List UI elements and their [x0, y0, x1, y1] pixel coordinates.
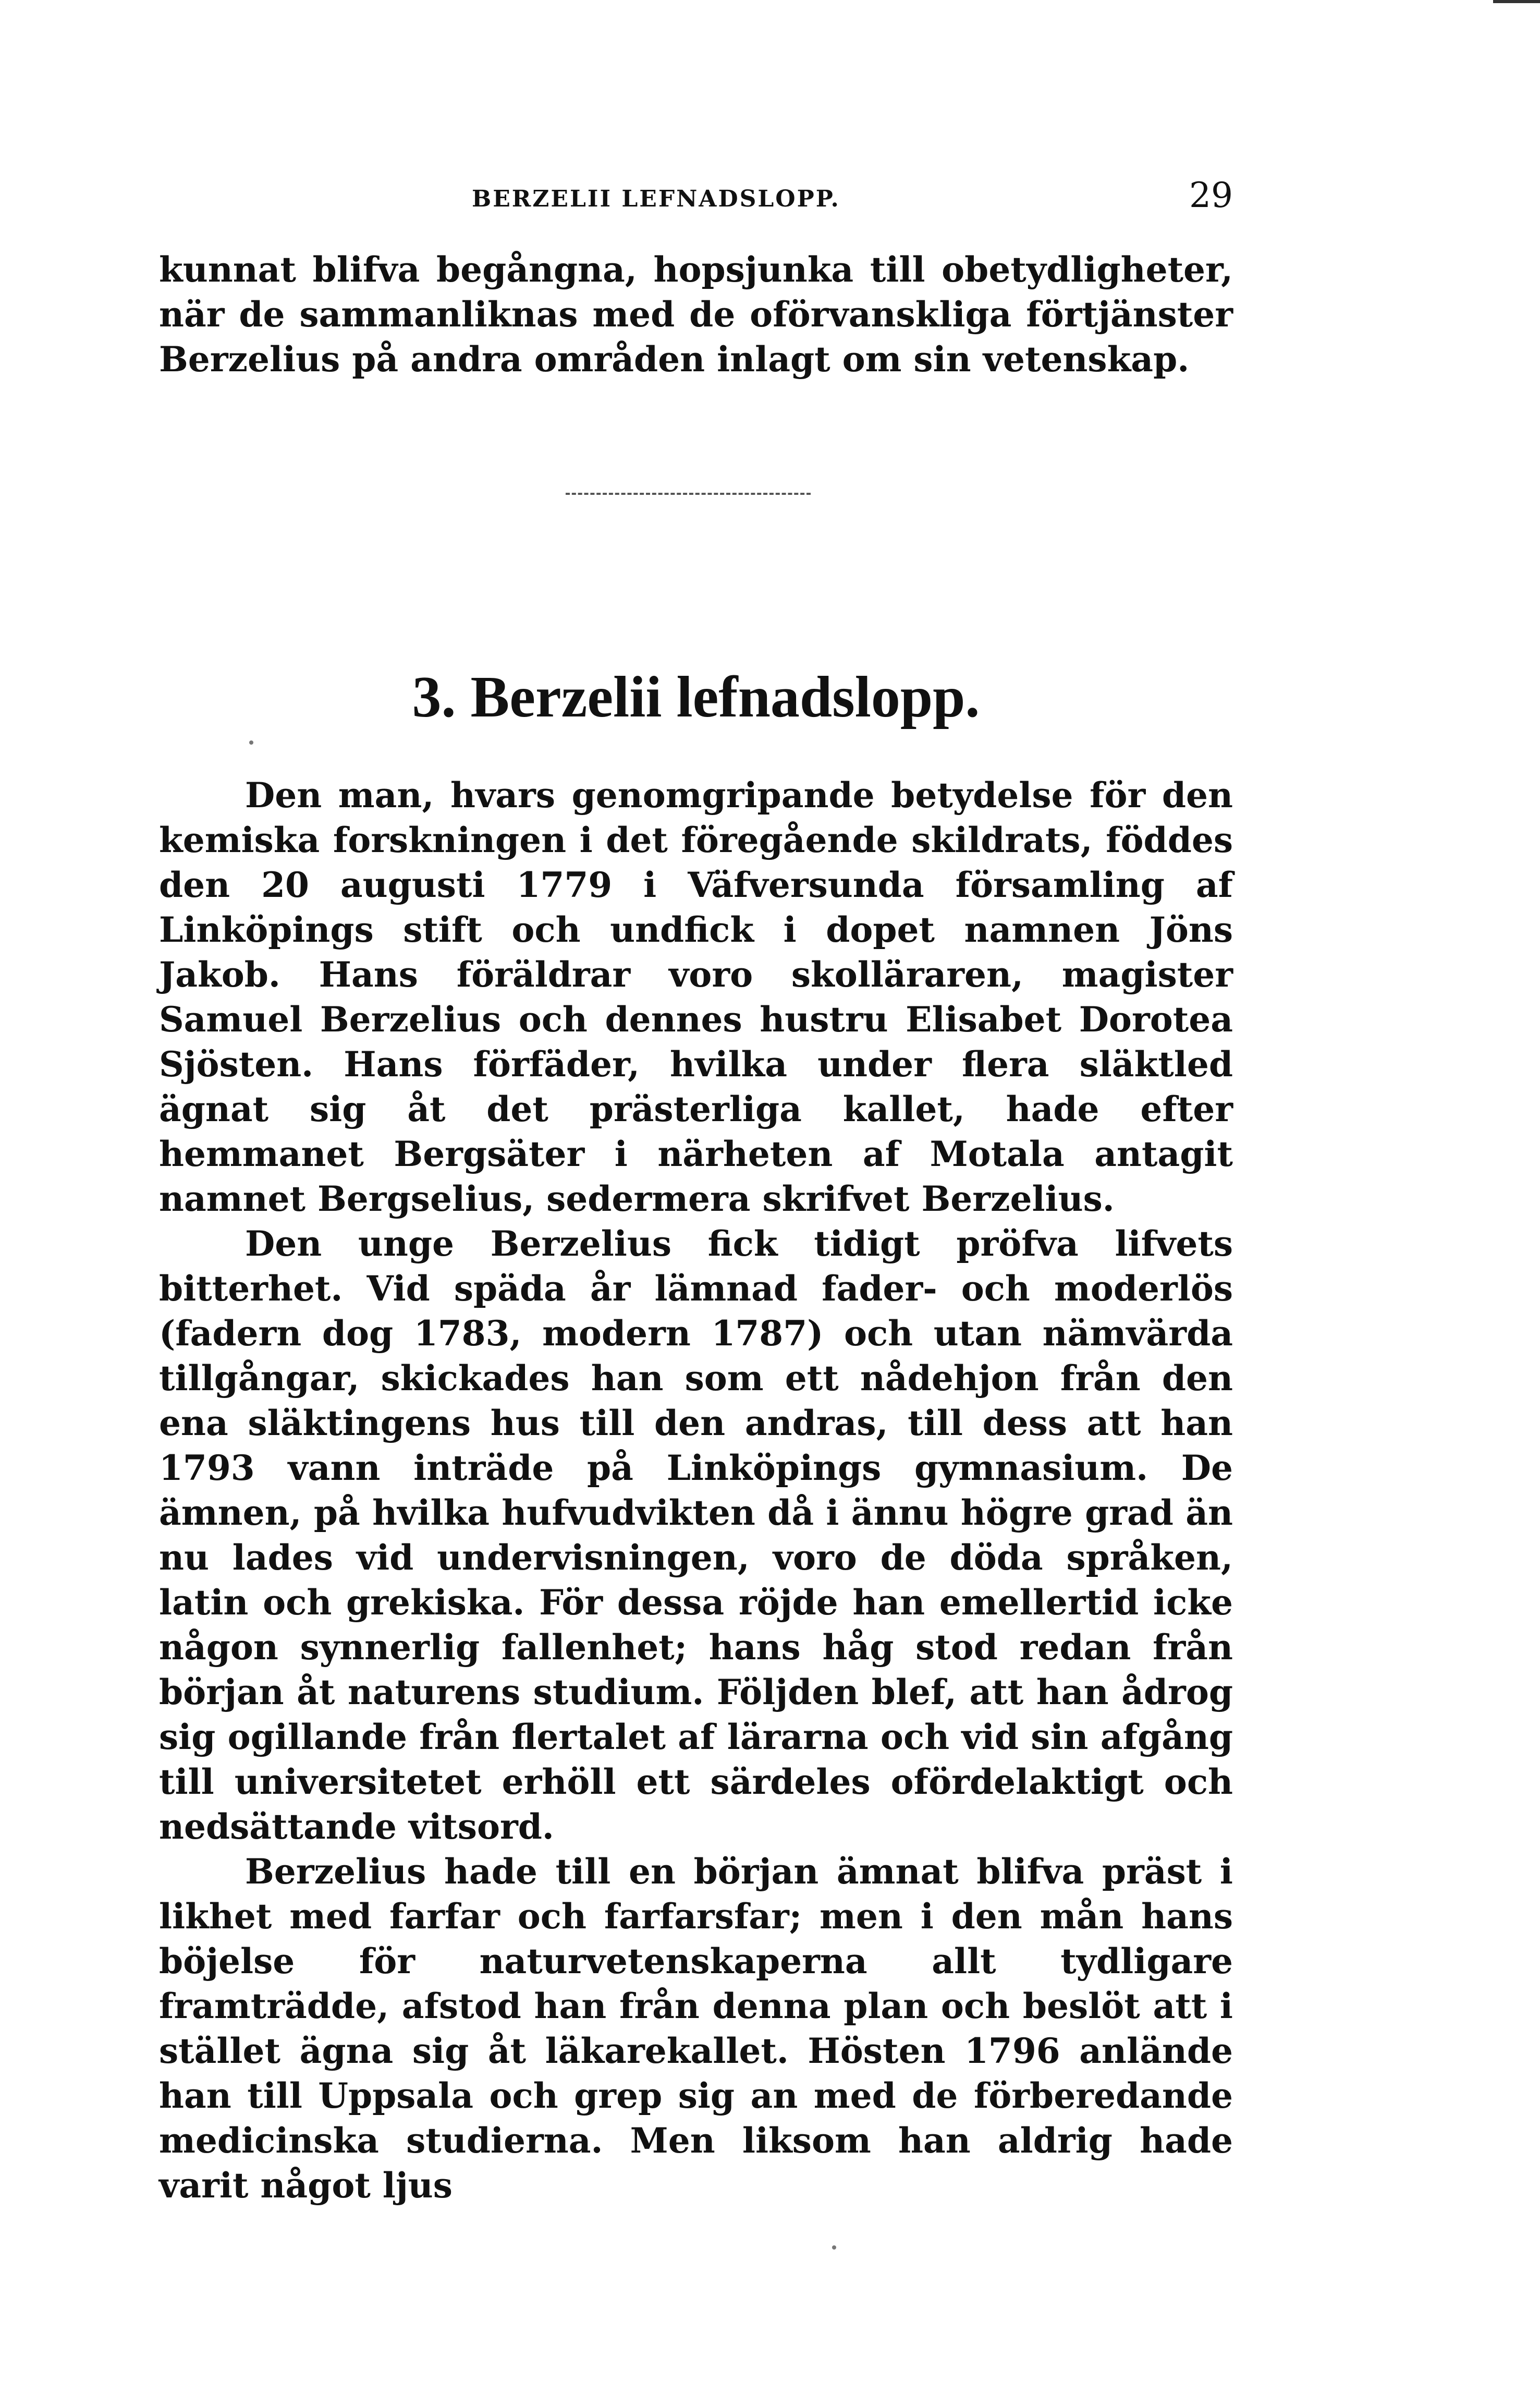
body-paragraph-3: Berzelius hade till en början ämnat blifva präst i likhet med farfar och farfarsfar; men i den mån hans böjelse för naturvetenskaperna allt tydligare framträdde, afstod han från denna plan och beslöt att i stället ägna sig åt läkarekallet. Hösten 1796 anlände han till Uppsala och grep sig an med de förberedande medicinska studierna. Men liksom han aldrig hade varit något ljus [159, 1851, 1233, 2206]
intro-paragraph: kunnat blifva begångna, hopsjunka till obetydligheter, när de sammanliknas med de oförvanskliga förtjänster Berzelius på andra områden inlagt om sin vetenskap. [159, 249, 1233, 380]
running-header [159, 175, 1233, 222]
page-number: 29 [1189, 175, 1233, 215]
section-separator [566, 493, 811, 495]
body-paragraph-2: Den unge Berzelius fick tidigt pröfva lifvets bitterhet. Vid späda år lämnad fader- och moderlös (fadern dog 1783, modern 1787) och utan nämvärda tillgångar, skickades han som ett nådehjon från den ena släktingens hus till den andras, till dess att han 1793 vann inträde på Linköpings gymnasium. De ämnen, på hvilka hufvudvikten då i ännu högre grad än nu lades vid undervisningen, voro de döda språken, latin och grekiska. För dessa röjde han emellertid icke någon synnerlig fallenhet; hans håg stod redan från början åt naturens studium. Följden blef, att han ådrog sig ogillande från flertalet af lärarna och vid sin afgång till universitetet erhöll ett särdeles ofördelaktigt och nedsättande vitsord. [159, 1223, 1233, 1847]
scan-edge-mark [1493, 0, 1540, 3]
print-speck [249, 740, 253, 745]
body-text [159, 773, 1233, 2208]
running-title: BERZELII LEFNADSLOPP. [472, 186, 840, 212]
body-paragraph-1: Den man, hvars genomgripande betydelse för den kemiska forskningen i det föregående skildrats, föddes den 20 augusti 1779 i Väfversunda församling af Linköpings stift och undfick i dopet namnen Jöns Jakob. Hans föräldrar voro skolläraren, magister Samuel Berzelius och dennes hustru Elisabet Dorotea Sjösten. Hans förfäder, hvilka under flera släktled ägnat sig åt det prästerliga kallet, hade efter hemmanet Bergsäter i närheten af Motala antagit namnet Bergselius, sedermera skrifvet Berzelius. [159, 775, 1233, 1219]
print-speck [832, 2245, 836, 2250]
section-heading: 3. Berzelii lefnadslopp. [412, 665, 980, 730]
intro-text [159, 247, 1233, 382]
